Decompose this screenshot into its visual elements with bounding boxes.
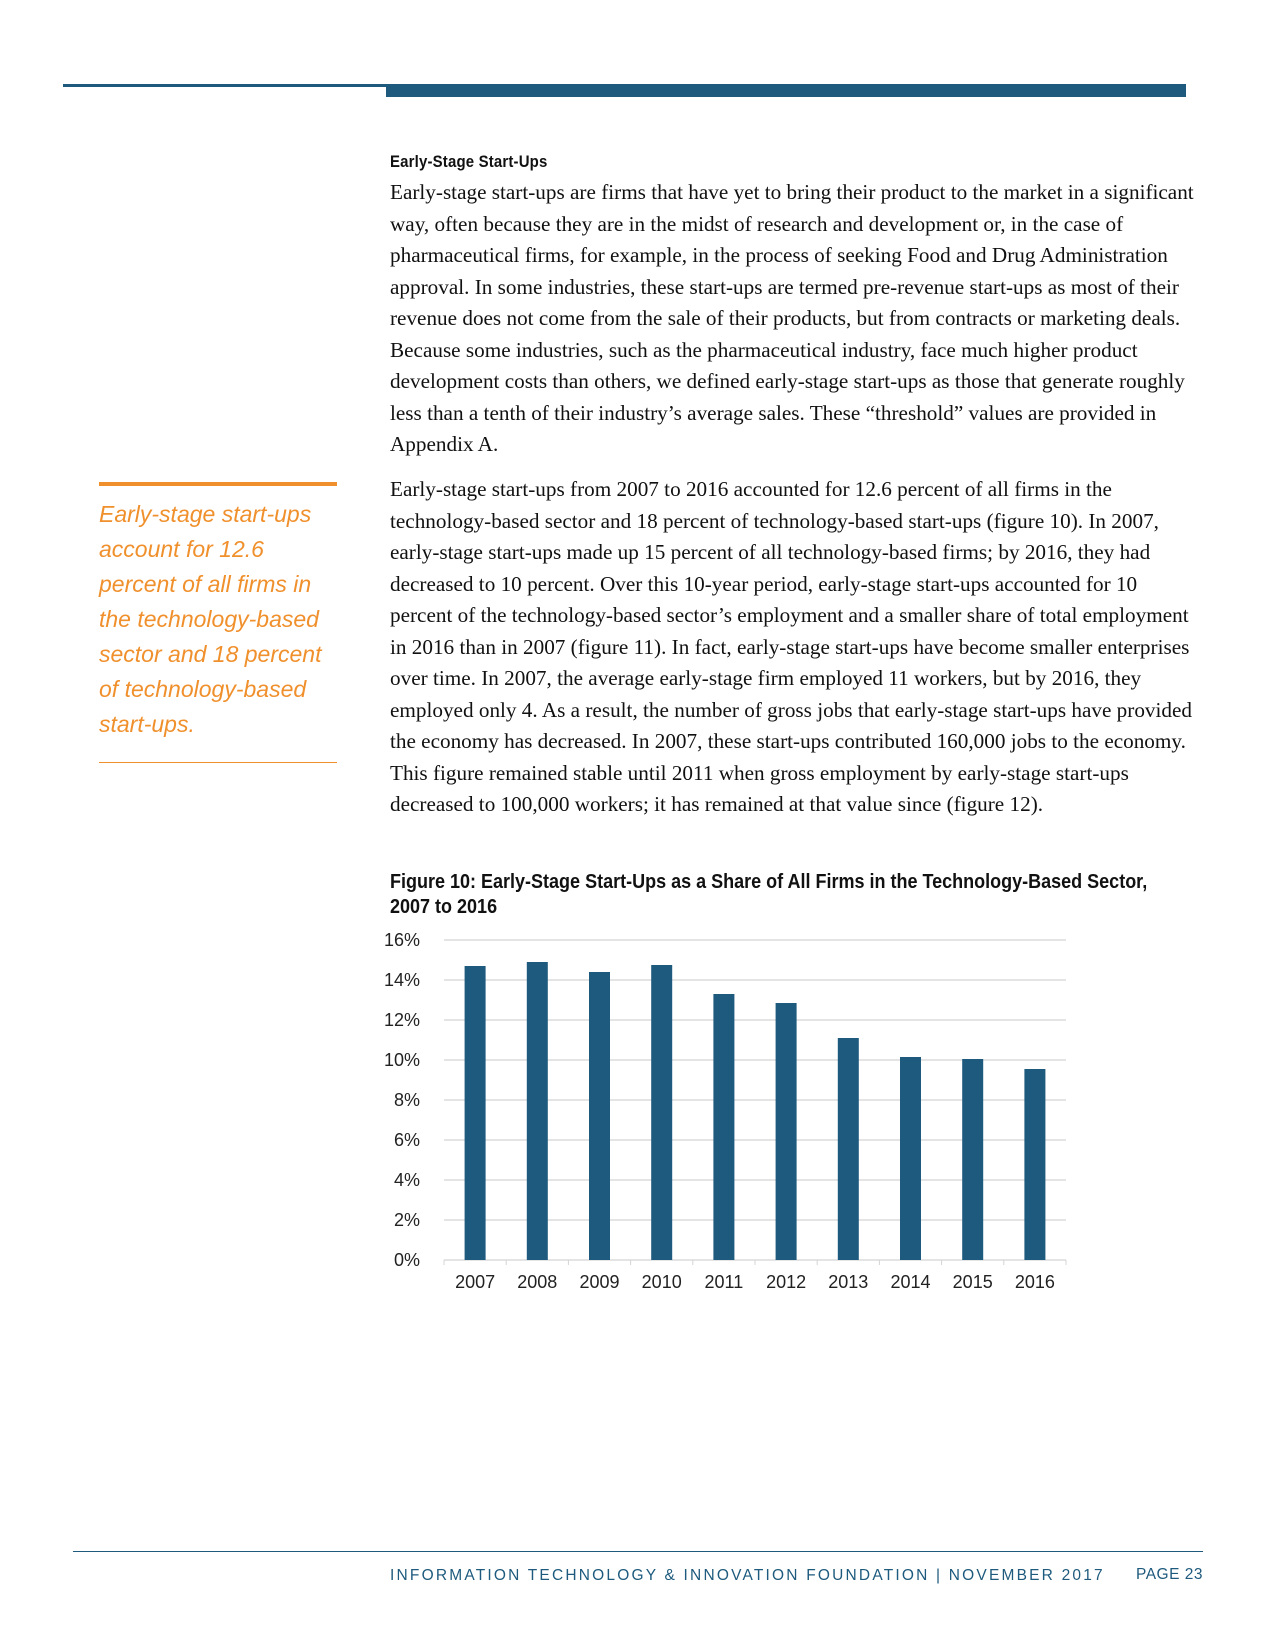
x-tick-label: 2009 xyxy=(579,1272,620,1292)
x-tick-label: 2007 xyxy=(455,1272,496,1292)
callout-bottom-rule xyxy=(99,762,337,763)
bar-2007 xyxy=(465,966,486,1260)
header-rule-thick xyxy=(386,84,1186,97)
y-tick-label: 10% xyxy=(383,1050,420,1070)
x-tick-label: 2014 xyxy=(890,1272,931,1292)
bar-2014 xyxy=(900,1057,921,1260)
x-tick-label: 2008 xyxy=(517,1272,558,1292)
bar-2016 xyxy=(1024,1069,1045,1260)
y-tick-label: 14% xyxy=(383,970,420,990)
y-tick-label: 4% xyxy=(393,1170,420,1190)
bar-chart xyxy=(380,928,1140,1368)
body-paragraph-2: Early-stage start-ups from 2007 to 2016 accounted for 12.6 percent of all firms in the technology-based sector and 18 percent of technology-based start-ups (figure 10). In 2007, early-stage start-ups made up 15 percent of all technology-based firms; by 2016, they had decreased to 10 percent. Over this 10-year period, early-stage start-ups accounted for 10 percent of the technology-based sector’s employment and a smaller share of total employment in 2016 than in 2007 (figure 11). In fact, early-stage start-ups have become smaller enterprises over time. In 2007, the average early-stage firm employed 11 workers, but by 2016, they employed only 4. As a result, the number of gross jobs that early-stage start-ups have provided the economy has decreased. In 2007, these start-ups contributed 160,000 jobs to the economy. This figure remained stable until 2011 when gross employment by early-stage start-ups decreased to 100,000 workers; it has remained at that value since (figure 12). xyxy=(390,477,1192,816)
bar-2010 xyxy=(651,965,672,1260)
y-tick-label: 12% xyxy=(383,1010,420,1030)
y-tick-label: 2% xyxy=(393,1210,420,1230)
header-rule-thin xyxy=(63,84,386,87)
section-heading: Early-Stage Start-Ups xyxy=(390,152,548,171)
body-paragraph-1: Early-stage start-ups are firms that have yet to bring their product to the market in a significant way, often because they are in the midst of research and development or, in the case of pharmaceutical firms, for example, in the process of seeking Food and Drug Administration approval. In some industries, these start-ups are termed pre-revenue start-ups as most of their revenue does not come from the sale of their products, but from contracts or marketing deals. Because some industries, such as the pharmaceutical industry, face much higher product development costs than others, we defined early-stage start-ups as those that generate roughly less than a tenth of their industry’s average sales. These “threshold” values are provided in Appendix A. xyxy=(390,180,1194,456)
bar-2008 xyxy=(527,962,548,1260)
x-tick-label: 2015 xyxy=(952,1272,993,1292)
callout-top-rule xyxy=(99,482,337,486)
x-tick-label: 2011 xyxy=(704,1272,744,1292)
y-tick-label: 8% xyxy=(393,1090,420,1110)
y-tick-label: 0% xyxy=(393,1250,420,1270)
page-number: PAGE 23 xyxy=(1136,1566,1203,1583)
y-tick-label: 6% xyxy=(393,1130,420,1150)
x-tick-label: 2013 xyxy=(828,1272,869,1292)
bar-2013 xyxy=(838,1038,859,1260)
bar-2015 xyxy=(962,1059,983,1260)
figure-title: Figure 10: Early-Stage Start-Ups as a Share of All Firms in the Technology-Based Sector, 2007 to 2016 xyxy=(390,871,1148,918)
footer-publisher: INFORMATION TECHNOLOGY & INNOVATION FOUNDATION | NOVEMBER 2017 xyxy=(390,1567,1105,1584)
footer-rule xyxy=(73,1551,1203,1552)
x-tick-label: 2010 xyxy=(641,1272,682,1292)
bar-2012 xyxy=(776,1003,797,1260)
x-tick-label: 2016 xyxy=(1014,1272,1055,1292)
bar-2009 xyxy=(589,972,610,1260)
bar-2011 xyxy=(713,994,734,1260)
pull-quote: Early-stage start-ups account for 12.6 percent of all firms in the technology-based sector and 18 percent of technology-based start-ups. xyxy=(99,501,322,737)
y-tick-label: 16% xyxy=(383,930,420,950)
x-tick-label: 2012 xyxy=(766,1272,807,1292)
